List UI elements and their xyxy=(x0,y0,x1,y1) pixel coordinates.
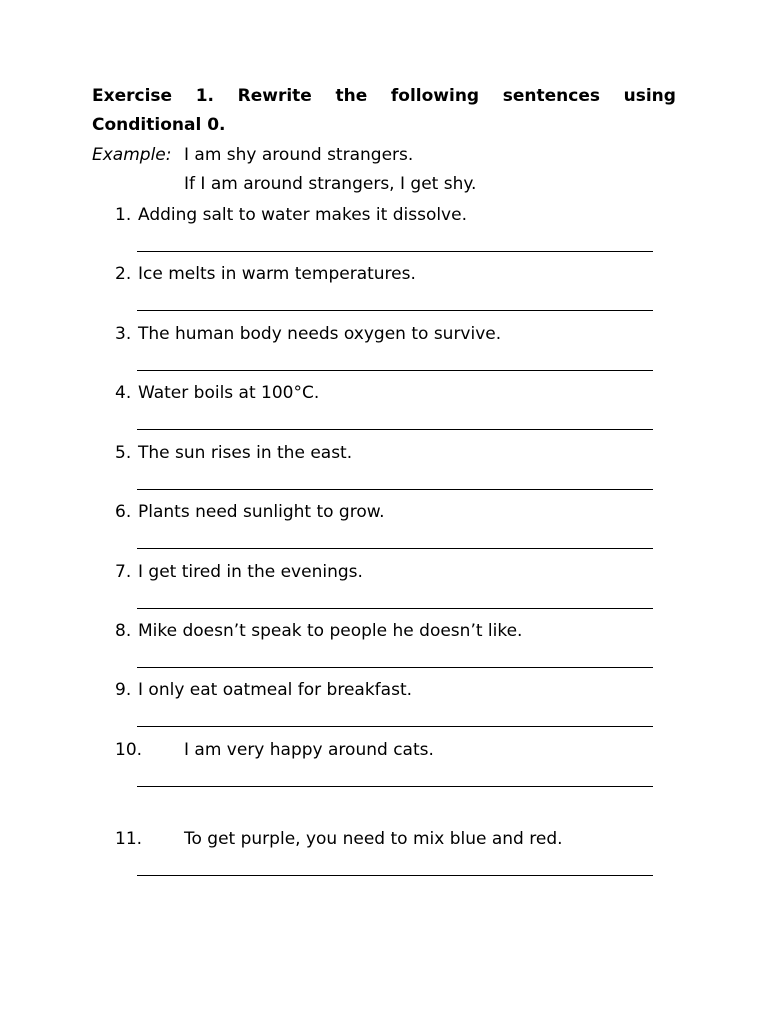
heading-word: Exercise xyxy=(92,86,173,106)
heading-word: 1. xyxy=(195,86,214,106)
item-sentence: I get tired in the evenings. xyxy=(138,562,363,582)
item-number: 7. xyxy=(115,562,132,582)
answer-line[interactable] xyxy=(137,429,653,430)
answer-line[interactable] xyxy=(137,726,653,727)
item-sentence: I am very happy around cats. xyxy=(184,740,434,760)
answer-line[interactable] xyxy=(137,786,653,787)
item-sentence: Adding salt to water makes it dissolve. xyxy=(138,205,467,225)
item-number: 1. xyxy=(115,205,132,225)
answer-line[interactable] xyxy=(137,489,653,490)
answer-line[interactable] xyxy=(137,667,653,668)
answer-line[interactable] xyxy=(137,370,653,371)
exercise-heading xyxy=(92,82,676,111)
item-sentence: Mike doesn’t speak to people he doesn’t like. xyxy=(138,621,523,641)
item-sentence: Plants need sunlight to grow. xyxy=(138,502,385,522)
item-sentence: The human body needs oxygen to survive. xyxy=(138,324,502,344)
answer-line[interactable] xyxy=(137,310,653,311)
heading-word: sentences xyxy=(502,86,600,106)
item-sentence: I only eat oatmeal for breakfast. xyxy=(138,680,413,700)
item-number: 9. xyxy=(115,680,132,700)
item-sentence: Ice melts in warm temperatures. xyxy=(138,264,416,284)
example-label: Example: xyxy=(92,145,172,165)
item-sentence: The sun rises in the east. xyxy=(138,443,353,463)
heading-word: Rewrite xyxy=(237,86,312,106)
item-number: 6. xyxy=(115,502,132,522)
item-sentence: Water boils at 100°C. xyxy=(138,383,320,403)
answer-line[interactable] xyxy=(137,251,653,252)
heading-word: following xyxy=(390,86,480,106)
item-number: 8. xyxy=(115,621,132,641)
item-number: 10. xyxy=(115,740,143,760)
example-sentence: I am shy around strangers. xyxy=(184,145,414,165)
item-sentence: To get purple, you need to mix blue and red. xyxy=(184,829,563,849)
answer-line[interactable] xyxy=(137,608,653,609)
item-number: 2. xyxy=(115,264,132,284)
heading-word: the xyxy=(335,86,368,106)
item-number: 5. xyxy=(115,443,132,463)
answer-line[interactable] xyxy=(137,548,653,549)
item-number: 11. xyxy=(115,829,143,849)
example-rewrite: If I am around strangers, I get shy. xyxy=(184,174,477,194)
item-number: 4. xyxy=(115,383,132,403)
heading-word: using xyxy=(623,86,676,106)
item-number: 3. xyxy=(115,324,132,344)
answer-line[interactable] xyxy=(137,875,653,876)
exercise-heading-line2: Conditional 0. xyxy=(92,115,226,135)
